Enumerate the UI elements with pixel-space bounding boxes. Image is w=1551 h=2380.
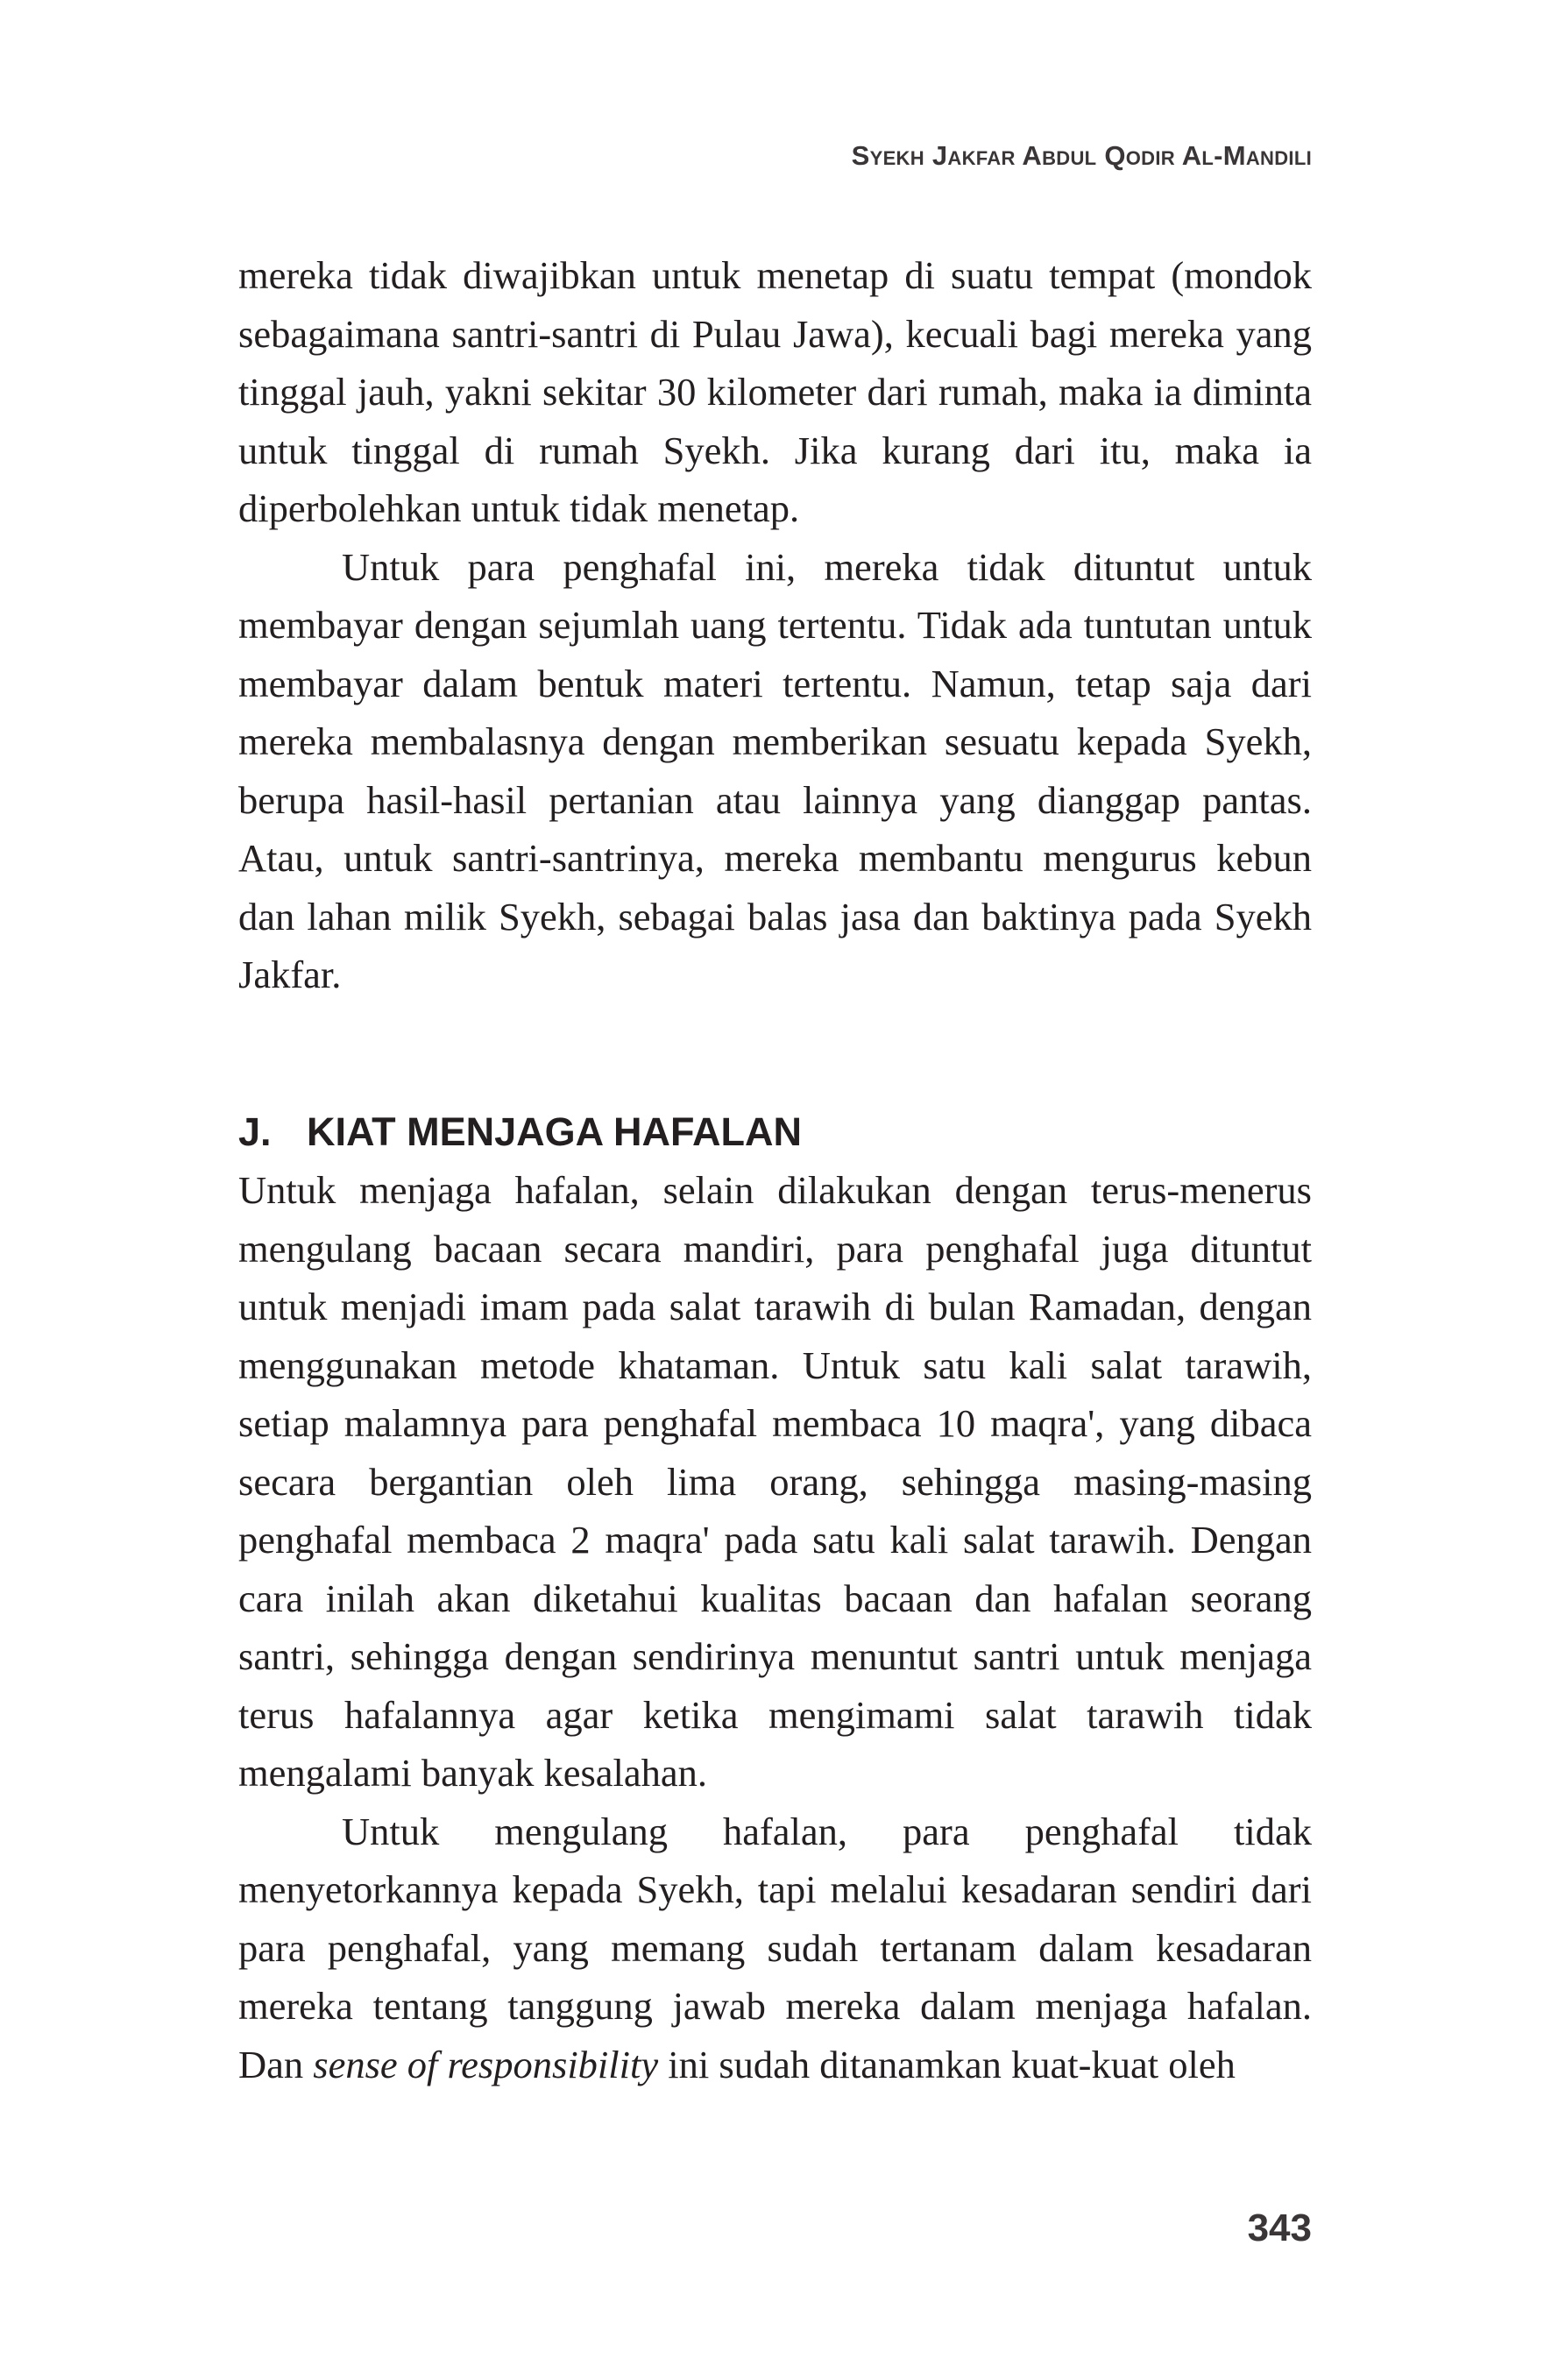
paragraph-last (238, 1803, 1312, 2094)
body-text-bottom (238, 1161, 1312, 2093)
section-number: J. (238, 1109, 272, 1154)
section-title: KIAT MENJAGA HAFALAN (307, 1109, 802, 1154)
running-header: Syekh Jakfar Abdul Qodir Al-Mandili (851, 140, 1312, 171)
paragraph-text: ini sudah ditanamkan kuat-kuat oleh (658, 2042, 1236, 2086)
paragraph-text: Untuk mengulang hafalan, para penghafal tidak menyetorkannya kepada Syekh, tapi melalui kesadaran sendiri dari para penghafal, yang memang sudah tertanam dalam kesadaran mereka tentang tanggung jawab mereka dalam menjaga hafalan. Dan (238, 1809, 1312, 2086)
paragraph: Untuk menjaga hafalan, selain dilakukan dengan terus-menerus mengulang bacaan secara mandiri, para penghafal juga dituntut untuk menjadi imam pada salat tarawih di bulan Ramadan, dengan menggunakan metode khataman. Untuk satu kali salat tarawih, setiap malamnya para penghafal membaca 10 maqra', yang dibaca secara bergantian oleh lima orang, sehingga masing-masing penghafal membaca 2 maqra' pada satu kali salat tarawih. Dengan cara inilah akan diketahui kualitas bacaan dan hafalan seorang santri, sehingga dengan sendirinya menuntut santri untuk menjaga terus hafalannya agar ketika mengimami salat tarawih tidak mengalami banyak kesalahan. (238, 1168, 1312, 1795)
paragraph: Untuk para penghafal ini, mereka tidak dituntut untuk membayar dengan sejumlah uang tertentu. Tidak ada tuntutan untuk membayar dalam bentuk materi tertentu. Namun, tetap saja dari mereka membalasnya dengan memberikan sesuatu kepada Syekh, berupa hasil-hasil pertanian atau lainnya yang dianggap pantas. Atau, untuk santri-santrinya, mereka membantu mengurus kebun dan lahan milik Syekh, sebagai balas jasa dan baktinya pada Syekh Jakfar. (238, 544, 1312, 996)
section-heading (238, 1106, 1312, 1158)
paragraph-continuation: mereka tidak diwajibkan untuk menetap di suatu tempat (mondok sebagaimana santri-santri di Pulau Jawa), kecuali bagi mereka yang tinggal jauh, yakni sekitar 30 kilometer dari rumah, maka ia diminta untuk tinggal di rumah Syekh. Jika kurang dari itu, maka ia diperbolehkan untuk tidak menetap. (238, 253, 1312, 530)
page-number: 343 (1247, 2206, 1312, 2249)
body-text-top (238, 246, 1312, 1004)
italic-phrase: sense of responsibility (313, 2042, 659, 2086)
